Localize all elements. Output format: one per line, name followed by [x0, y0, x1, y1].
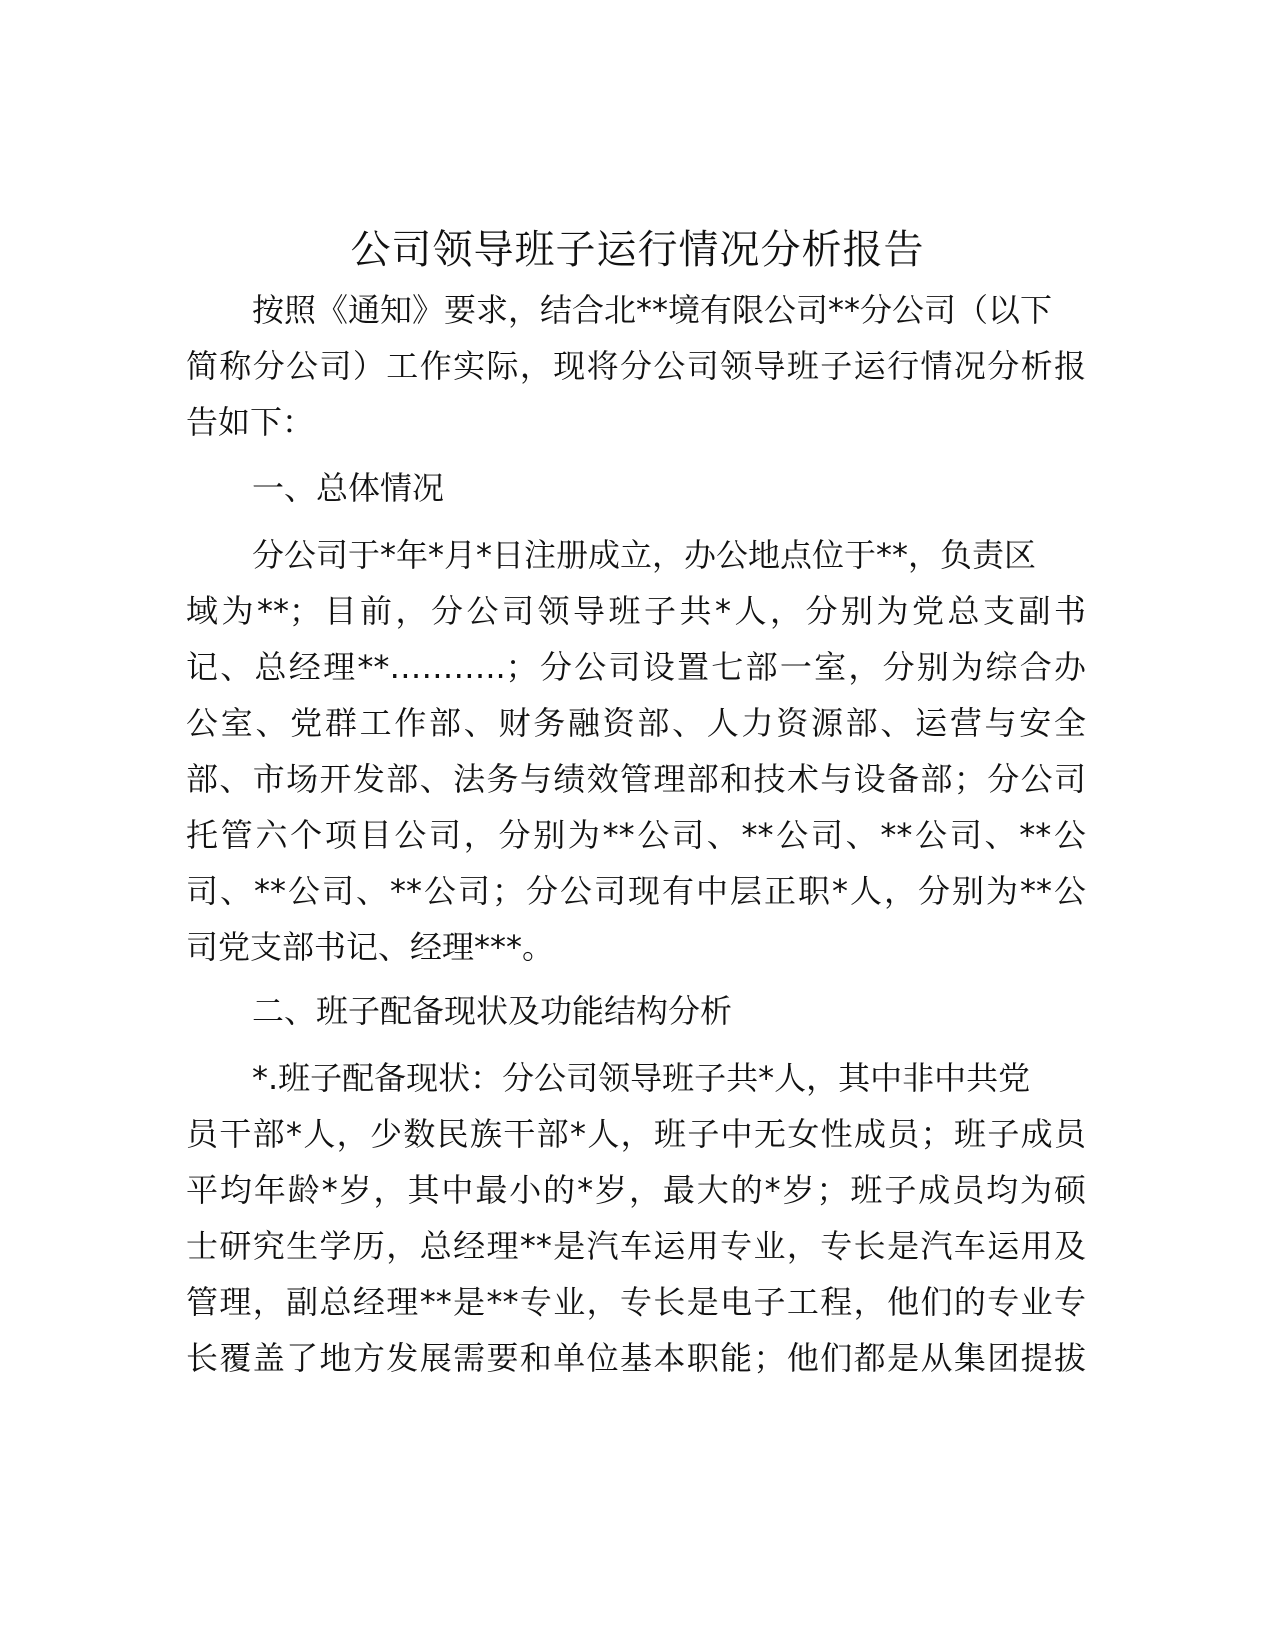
page-title: 公司领导班子运行情况分析报告 — [350, 227, 925, 273]
paragraph-line: 部、市场开发部、法务与绩效管理部和技术与设备部；分公司 — [186, 760, 1086, 798]
paragraph-line: 长覆盖了地方发展需要和单位基本职能；他们都是从集团提拔 — [186, 1339, 1086, 1377]
paragraph-line: 托管六个项目公司，分别为**公司、**公司、**公司、**公 — [186, 816, 1086, 854]
paragraph-line: 管理，副总经理**是**专业，专长是电子工程，他们的专业专 — [186, 1283, 1086, 1321]
paragraph-line: 告如下： — [186, 403, 315, 441]
paragraph-line: 按照《通知》要求，结合北**境有限公司**分公司（以下 — [252, 291, 1053, 329]
paragraph-line: 员干部*人，少数民族干部*人，班子中无女性成员；班子成员 — [186, 1115, 1086, 1153]
paragraph-line: 士研究生学历，总经理**是汽车运用专业，专长是汽车运用及 — [186, 1227, 1086, 1265]
paragraph-line: 公室、党群工作部、财务融资部、人力资源部、运营与安全 — [186, 704, 1086, 742]
paragraph-line: *.班子配备现状：分公司领导班子共*人，其中非中共党 — [252, 1059, 1031, 1097]
section-heading-text: 一、总体情况 — [252, 469, 445, 507]
paragraph-line: 平均年龄*岁，其中最小的*岁，最大的*岁；班子成员均为硕 — [186, 1171, 1086, 1209]
section-heading-text: 二、班子配备现状及功能结构分析 — [252, 992, 733, 1030]
paragraph-line: 域为**；目前，分公司领导班子共*人，分别为党总支副书 — [186, 592, 1086, 630]
paragraph-line: 司党支部书记、经理***。 — [186, 928, 555, 966]
paragraph-line: 分公司于*年*月*日注册成立，办公地点位于**，负责区 — [252, 536, 1037, 574]
paragraph-line: 司、**公司、**公司；分公司现有中层正职*人，分别为**公 — [186, 872, 1086, 910]
paragraph-line: 记、总经理**………..；分公司设置七部一室，分别为综合办 — [186, 648, 1086, 686]
paragraph-line: 简称分公司）工作实际，现将分公司领导班子运行情况分析报 — [186, 347, 1086, 385]
